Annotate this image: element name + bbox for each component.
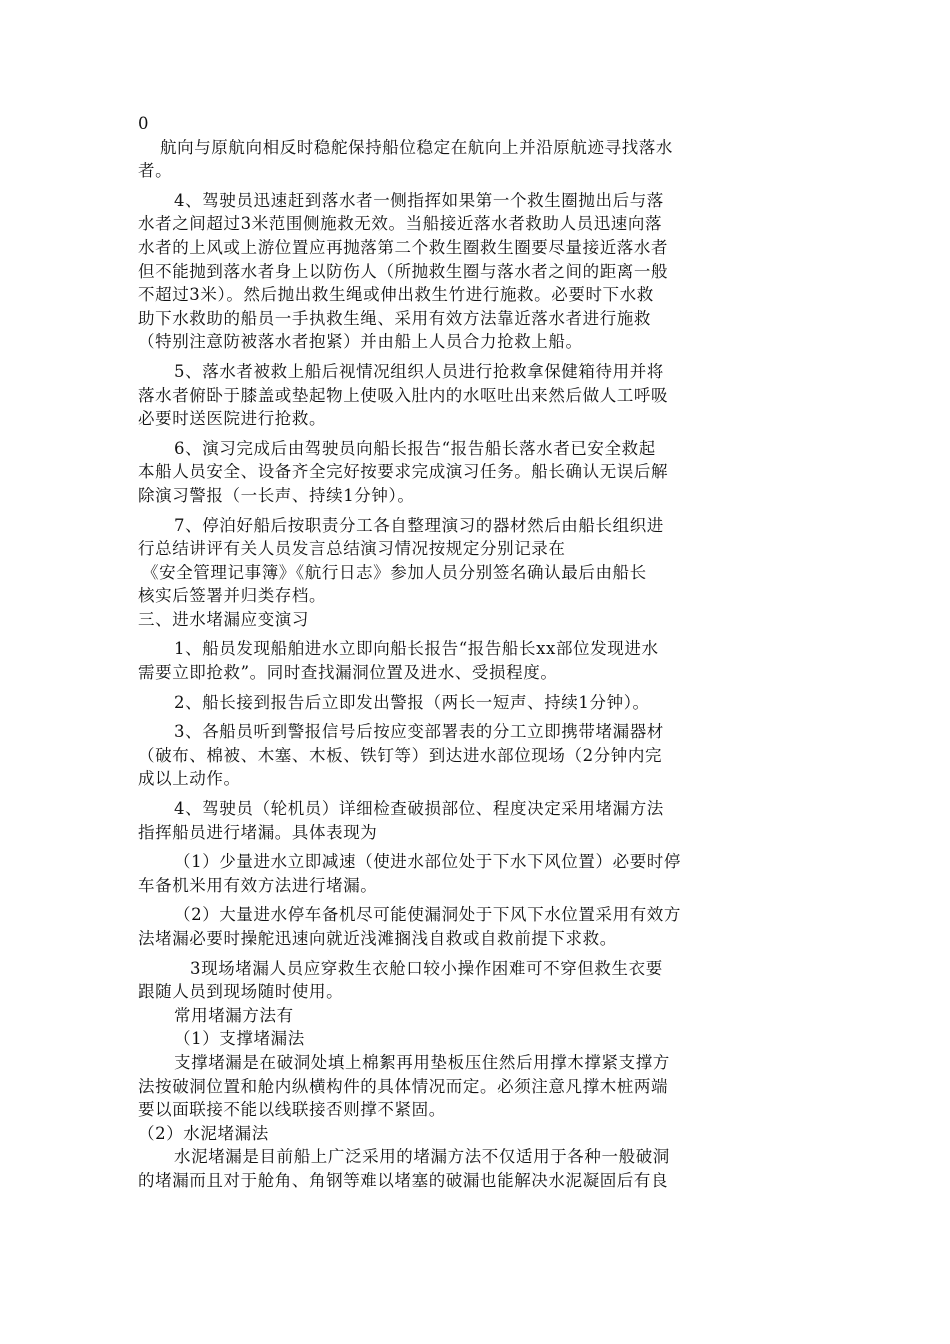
text-line: 本船人员安全、设备齐全完好按要求完成演习任务。船长确认无误后解 xyxy=(138,462,669,482)
text-line: 水泥堵漏是目前船上广泛采用的堵漏方法不仅适用于各种一般破洞 xyxy=(174,1147,670,1167)
text-line: 0 xyxy=(138,114,150,133)
text-line: 2、船长接到报告后立即发出警报（两长一短声、持续1分钟）。 xyxy=(174,692,650,712)
text-line: 者。 xyxy=(138,161,173,181)
text-line: 不超过3米）。然后抛出救生绳或伸出救生竹进行施救。必要时下水救 xyxy=(138,285,654,305)
text-line: 7、停泊好船后按职责分工各自整理演习的器材然后由船长组织进 xyxy=(174,515,664,535)
text-line: （破布、棉被、木塞、木板、铁钉等）到达进水部位现场（2分钟内完 xyxy=(138,745,663,765)
text-line: （特别注意防被落水者抱紧）并由船上人员合力抢救上船。 xyxy=(138,332,583,352)
text-line: 3现场堵漏人员应穿救生衣舱口较小操作困难可不穿但救生衣要 xyxy=(190,958,663,978)
text-line: 成以上动作。 xyxy=(138,769,241,789)
text-line: （1）支撑堵漏法 xyxy=(174,1029,305,1049)
text-line: （2）水泥堵漏法 xyxy=(138,1123,269,1143)
text-line: 《安全管理记事簿》《航行日志》参加人员分别签名确认最后由船长 xyxy=(142,562,647,582)
text-line: 必要时送医院进行抢救。 xyxy=(138,409,327,429)
text-line: 3、各船员听到警报信号后按应变部署表的分工立即携带堵漏器材 xyxy=(174,722,664,742)
text-line: 4、驾驶员迅速赶到落水者一侧指挥如果第一个救生圈抛出后与落 xyxy=(174,190,664,210)
text-line: 落水者俯卧于膝盖或垫起物上使吸入肚内的水呕吐出来然后做人工呼吸 xyxy=(138,385,669,405)
text-line: 指挥船员进行堵漏。具体表现为 xyxy=(138,822,378,842)
text-line: 水者的上风或上游位置应再抛落第二个救生圈救生圈要尽量接近落水者 xyxy=(138,237,669,257)
text-line: 要以面联接不能以线联接否则撑不紧固。 xyxy=(138,1100,446,1120)
text-line: 1、船员发现船舶进水立即向船长报告“报告船长xx部位发现进水 xyxy=(174,639,659,659)
text-line: 6、演习完成后由驾驶员向船长报告“报告船长落水者已安全救起 xyxy=(174,438,656,458)
text-line: 核实后签署并归类存档。 xyxy=(138,586,327,606)
text-line: 但不能抛到落水者身上以防伤人（所抛救生圈与落水者之间的距离一般 xyxy=(138,261,669,281)
text-line: 需要立即抢救”。同时查找漏洞位置及进水、受损程度。 xyxy=(138,663,558,683)
text-line: 除演习警报（一长声、持续1分钟）。 xyxy=(138,485,415,505)
text-line: 5、落水者被救上船后视情况组织人员进行抢救拿保健箱待用并将 xyxy=(174,361,664,381)
text-line: 行总结讲评有关人员发言总结演习情况按规定分别记录在 xyxy=(138,539,566,559)
text-line: 三、进水堵漏应变演习 xyxy=(138,609,309,629)
text-line: 助下水救助的船员一手执救生绳、采用有效方法靠近落水者进行施救 xyxy=(138,308,651,328)
text-line: 法堵漏必要时操舵迅速向就近浅滩搁浅自救或自救前提下求救。 xyxy=(138,929,617,948)
text-line: 4、驾驶员（轮机员）详细检查破损部位、程度决定采用堵漏方法 xyxy=(174,799,664,819)
text-line: （2）大量进水停车备机尽可能使漏洞处于下风下水位置采用有效方 xyxy=(174,905,681,925)
text-line: （1）少量进水立即减速（使进水部位处于下水下风位置）必要时停 xyxy=(174,852,681,872)
text-line: 车备机米用有效方法进行堵漏。 xyxy=(138,875,378,895)
text-line: 常用堵漏方法有 xyxy=(174,1005,294,1025)
text-line: 支撑堵漏是在破洞处填上棉絮再用垫板压住然后用撑木撑紧支撑方 xyxy=(174,1052,670,1072)
text-line: 水者之间超过3米范围侧施救无效。当船接近落水者救助人员迅速向落 xyxy=(138,214,663,234)
text-line: 的堵漏而且对于舱角、角钢等难以堵塞的破漏也能解决水泥凝固后有良 xyxy=(138,1170,669,1190)
text-line: 跟随人员到现场随时使用。 xyxy=(138,982,344,1002)
text-line: 法按破洞位置和舱内纵横构件的具体情况而定。必须注意凡撑木桩两端 xyxy=(138,1076,669,1096)
text-line: 航向与原航向相反时稳舵保持船位稳定在航向上并沿原航迹寻找落水 xyxy=(160,137,673,157)
body-text xyxy=(138,112,750,1193)
